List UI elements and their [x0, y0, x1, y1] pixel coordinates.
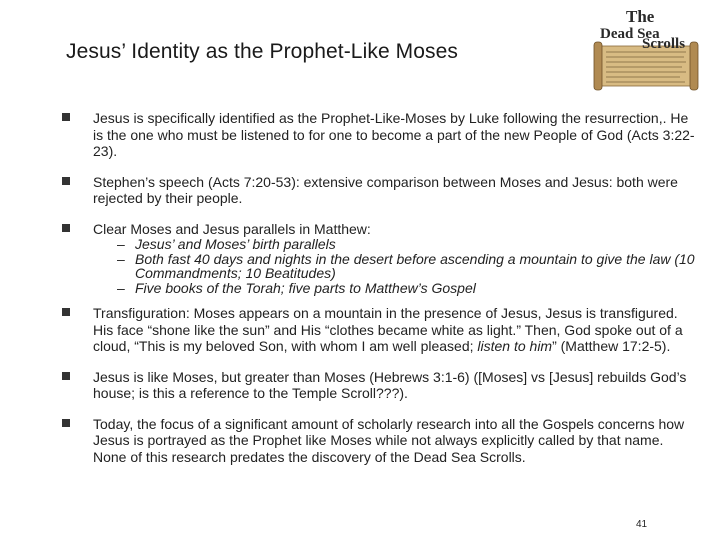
page-number: 41: [636, 519, 648, 530]
sub-bullet-text: Jesus’ and Moses’ birth parallels: [135, 236, 336, 252]
bullet-square-icon: [62, 372, 70, 380]
bullet-text: Jesus is like Moses, but greater than Moses (Hebrews 3:1-6) ([Moses] vs [Jesus] rebuilds God’s house; is this a reference to the Temple Scroll???).: [93, 368, 687, 401]
bullet-text: Stephen’s speech (Acts 7:20-53): extensive comparison between Moses and Jesus: both were rejected by their people.: [93, 173, 678, 206]
bullet-item: [58, 369, 698, 402]
sub-bullet-text: Both fast 40 days and nights in the desert before ascending a mountain to give the law (10 Commandments; 10 Beatitudes): [135, 250, 695, 281]
bullet-text: Today, the focus of a significant amount of scholarly research into all the Gospels concerns how Jesus is portrayed as the Prophet like Moses while not always explicitly called by that name. None of this research predates the discovery of the Dead Sea Scrolls.: [93, 415, 685, 465]
dash-marker: –: [117, 236, 125, 252]
bullet-item: [58, 221, 698, 296]
dash-marker: –: [117, 279, 125, 296]
dash-marker: –: [117, 250, 125, 267]
bullet-item: [58, 416, 698, 466]
sub-bullet-item: [93, 281, 698, 296]
bullet-text: Clear Moses and Jesus parallels in Matthew:: [93, 220, 371, 237]
bullet-square-icon: [62, 224, 70, 232]
sub-bullet-item: [93, 237, 698, 252]
sub-bullet-item: [93, 252, 698, 281]
bullet-text-italic: listen to him: [477, 338, 553, 354]
bullet-item: [58, 305, 698, 355]
logo-line-2: Dead Sea: [600, 26, 660, 42]
dead-sea-scrolls-logo: [592, 2, 710, 94]
slide-title: Jesus’ Identity as the Prophet-Like Moses: [66, 40, 459, 63]
bullet-item: [58, 174, 698, 207]
bullet-text: Jesus is specifically identified as the Prophet-Like-Moses by Luke following the resurrection,. He is the one who must be listened to for one to become a part of the new People of God (Acts 3:22-23).: [93, 110, 695, 159]
scroll-icon: [592, 2, 710, 94]
bullet-square-icon: [62, 177, 70, 185]
logo-line-3: Scrolls: [642, 36, 686, 52]
bullet-text: ” (Matthew 17:2-5).: [552, 338, 671, 354]
bullet-list: [58, 110, 698, 465]
bullet-square-icon: [62, 308, 70, 316]
sub-bullet-text: Five books of the Torah; five parts to Matthew’s Gospel: [135, 279, 476, 296]
bullet-square-icon: [62, 113, 70, 121]
bullet-item: [58, 110, 698, 160]
bullet-text: Transfiguration: Moses appears on a mountain in the presence of Jesus, Jesus is transfigured. His face “shone like the sun” and His “clothes became white as light.” Then, God spoke out of a cloud, “This is my beloved Son, with whom I am well pleased;: [93, 305, 683, 354]
bullet-square-icon: [62, 419, 70, 427]
logo-line-1: The: [626, 7, 655, 26]
